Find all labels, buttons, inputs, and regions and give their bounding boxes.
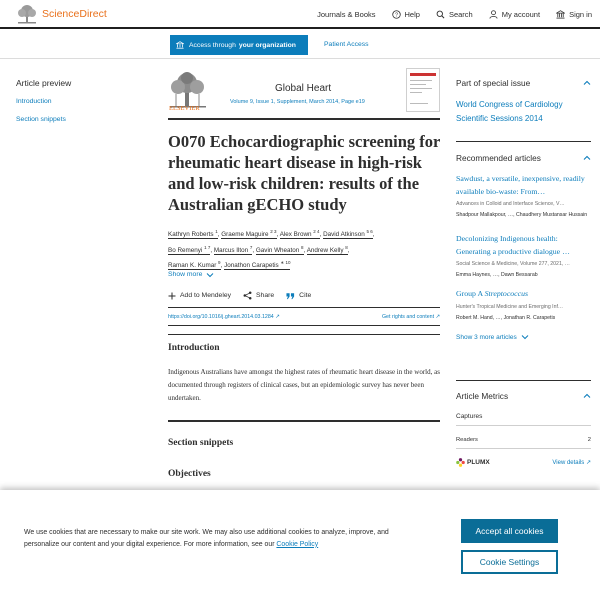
section-snippets-heading: Section snippets [168,438,234,448]
author-name: Kathryn Roberts [168,231,214,239]
chevron-down-icon [521,334,529,340]
external-link-icon: ↗ [275,313,280,320]
plus-icon [168,292,176,300]
author-link[interactable] [306,244,348,255]
brand-name: ScienceDirect [42,8,107,20]
plumx-icon [456,458,465,467]
readers-row [456,437,591,449]
introduction-text: Indigenous Australians have amongst the highest rates of rheumatic heart disease in the world, as documented through registers of clinical cases, but an epidemiologic survey has never been undertaken. [168,368,440,403]
cookie-text [24,527,394,550]
cite-button[interactable] [286,292,311,300]
show-more-articles-label: Show 3 more articles [456,333,517,341]
patient-access-link[interactable]: Patient Access [324,41,369,48]
share-label: Share [256,292,275,299]
metrics-header[interactable] [456,391,591,401]
access-button-prefix: Access through [189,41,236,49]
recommended-article [456,288,591,323]
doi-text: https://doi.org/10.1016/j.gheart.2014.03.1284 [168,313,274,320]
institution-icon [556,10,565,19]
recommended-article [456,233,591,280]
author-affiliation: 1 [215,229,218,234]
author-link[interactable] [213,244,253,255]
institution-icon [176,41,184,49]
sign-in-link[interactable] [556,10,592,19]
add-to-mendeley-button[interactable] [168,292,231,300]
article-title: O070 Echocardiographic screening for rheumatic heart disease in high-risk and low-risk children: results of the Australian gECHO study [168,132,441,214]
recommended-articles-panel [456,153,591,341]
cookie-settings-button[interactable]: Cookie Settings [461,550,558,574]
mendeley-label: Add to Mendeley [180,292,232,299]
article-preview-heading: Article preview [16,78,72,88]
author-name: Andrew Kelly [306,246,344,254]
chevron-down-icon [206,272,214,278]
doi-row [168,307,440,326]
cookie-message: We use cookies that are necessary to make our site work. We may also use additional cookies to analyze, improve, and personalize our content and your digital experience. For more information, see our [24,529,389,548]
nav-link-introduction[interactable]: Introduction [16,98,52,105]
cookie-banner [0,490,600,600]
recommended-article-source: Hunter's Tropical Medicine and Emerging Inf… [456,303,564,310]
author-link[interactable] [221,231,276,239]
special-issue-panel [456,78,591,126]
svg-text:?: ? [394,12,398,19]
plumx-label: PLUMX [467,459,490,466]
elsevier-wordmark: ELSEVIER [169,105,200,112]
readers-value: 2 [587,437,591,443]
nav-label: My account [501,9,541,19]
recommended-article-source: Advances in Colloid and Interface Science, V… [456,201,565,207]
intro-divider [168,334,440,335]
journal-cover-thumbnail[interactable] [406,68,440,112]
access-through-organization-button[interactable] [170,35,308,55]
author-link[interactable] [168,231,218,239]
author-affiliation: 5 6 [366,229,373,234]
sidebar-divider [456,380,591,381]
nav-label: Journals & Books [317,9,376,19]
journals-books-link[interactable] [317,10,375,19]
recommended-article-authors: Emma Haynes, …, Dawn Bessarab [456,272,538,278]
rights-text: Get rights and content [381,313,435,320]
search-icon [436,10,445,19]
special-issue-header[interactable] [456,78,591,88]
chevron-up-icon [583,80,591,86]
author-name: Marcus Ilton [213,246,249,254]
special-issue-heading: Part of special issue [456,78,531,88]
author-name: Jonathon Carapetis [224,262,279,270]
share-icon [243,291,252,300]
article-actions [168,291,323,300]
author-name: Alex Brown [279,231,312,239]
author-affiliation: 9 [218,260,221,266]
author-affiliation: 7 [249,244,253,250]
accept-all-cookies-button[interactable]: Accept all cookies [461,519,558,543]
recommended-article-authors: Shadpour Mallakpour, …, Chaudhery Mustansar Hussain [456,212,588,218]
recommended-heading: Recommended articles [456,153,541,163]
doi-link[interactable] [168,314,280,320]
cookie-policy-link[interactable]: Cookie Policy [276,540,319,548]
nav-link-section-snippets[interactable]: Section snippets [16,116,66,123]
journal-header-divider [168,118,440,120]
chevron-up-icon [583,393,591,399]
nav-label: Sign in [569,9,592,19]
recommended-header[interactable] [456,153,591,163]
elsevier-tree-icon [16,4,38,24]
share-button[interactable] [243,291,274,300]
article-preview-nav [16,78,146,134]
quote-icon [286,292,295,300]
recommended-article-title[interactable]: Decolonizing Indigenous health: Generating a productive dialogue … [456,234,570,256]
top-navigation-bar [0,0,600,29]
title-prefix: Group A [456,289,485,298]
author-link[interactable] [168,262,221,270]
section-divider [168,420,440,422]
help-link[interactable] [392,10,420,19]
author-list: Kathryn Roberts $^1$, Graeme Maguire $^{2 3}$, Alex Brown $^{2 4}$, David Atkinson $^{5 6}$, Bo Remenyi $^{1 7}$, Marcus Ilton $^7$, Gavin Wheaton $^8$, Andrew Kelly $^8$, Raman K. Kumar $^9$, Jonathon Carapetis $^{∗ 10}$ [168,229,375,270]
access-button-bold: your organization [238,41,296,49]
author-affiliation: 2 4 [313,229,320,234]
author-link[interactable] [280,231,320,239]
author-link[interactable] [323,231,373,239]
recommended-article-source: Social Science & Medicine, Volume 277, 2021, … [456,261,570,267]
author-link[interactable] [224,262,290,270]
help-circle-icon [392,10,401,19]
access-bar [0,30,600,59]
nav-label: Help [404,9,420,19]
sciencedirect-logo[interactable] [16,4,107,24]
view-details-link[interactable] [552,459,591,466]
readers-label: Readers [456,437,478,443]
search-link[interactable] [436,10,473,19]
title-italic: Streptococcus [484,289,529,298]
my-account-link[interactable] [489,10,540,19]
author-link[interactable] [255,244,304,255]
objectives-heading: Objectives [168,469,211,479]
plumx-logo [456,458,490,467]
chevron-up-icon [583,155,591,161]
show-more-authors-button[interactable] [168,271,214,278]
author-affiliation: 8 [301,244,304,250]
show-more-articles-button[interactable] [456,334,591,341]
author-affiliation: 1 7 [204,244,211,250]
author-link[interactable] [168,244,211,255]
introduction-heading: Introduction [168,343,220,353]
author-name: Graeme Maguire [221,231,269,239]
view-details-label: View details [552,460,585,466]
author-name: David Atkinson [323,231,365,239]
sidebar-divider [456,141,591,142]
author-affiliation: 8 [345,244,348,250]
article-metrics-panel [456,391,591,467]
journal-header [168,68,440,112]
rights-link[interactable] [382,314,440,320]
journal-issue-meta[interactable]: Volume 9, Issue 1, Supplement, March 2014, Page e19 [230,99,365,105]
journal-title[interactable]: Global Heart [275,83,332,94]
captures-label: Captures [456,413,591,426]
external-link-icon: ↗ [435,313,440,320]
special-issue-link[interactable]: World Congress of Cardiology Scientific Sessions 2014 [456,100,563,123]
recommended-article-title[interactable] [456,288,591,301]
author-name: Bo Remenyi [168,246,203,254]
author-name: Gavin Wheaton [255,246,300,254]
person-icon [489,10,498,19]
metrics-heading: Article Metrics [456,391,509,401]
header-nav [301,0,592,28]
recommended-article-title[interactable]: Sawdust, a versatile, inexpensive, readily available bio-waste: From… [456,174,585,196]
author-affiliation: 2 3 [270,229,277,234]
author-affiliation: ∗ 10 [280,260,291,266]
recommended-article [456,173,591,220]
cite-label: Cite [299,292,312,299]
show-more-label: Show more [168,271,203,278]
external-link-icon: ↗ [585,460,591,466]
recommended-article-authors: Robert M. Hand, …, Jonathan R. Carapetis [456,314,556,321]
plumx-row [456,458,591,467]
author-name: Raman K. Kumar [168,262,217,270]
nav-label: Search [448,9,473,19]
